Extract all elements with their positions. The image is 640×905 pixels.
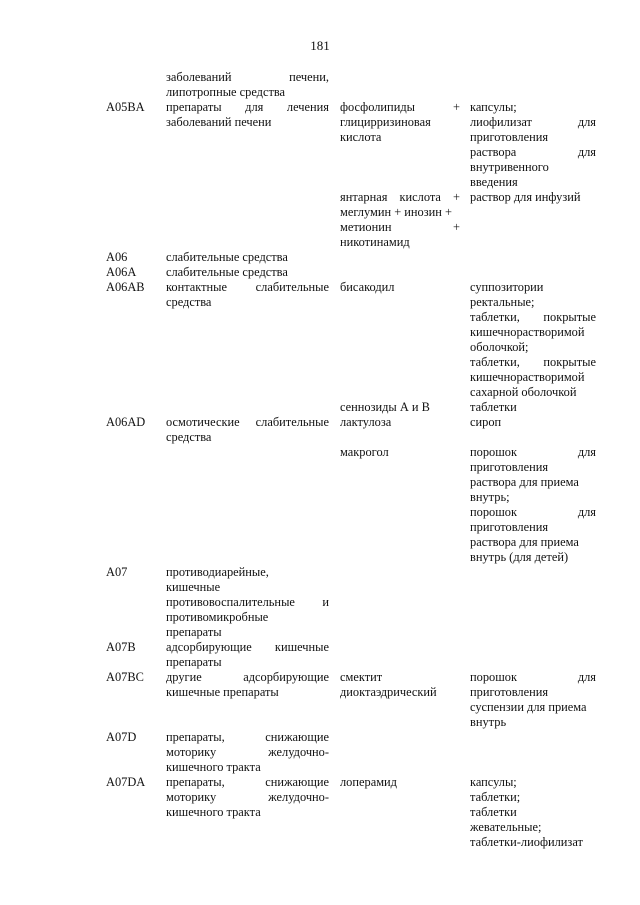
word: +	[453, 220, 460, 234]
group-name-line	[166, 640, 329, 655]
dosage-form-line	[470, 385, 596, 400]
group-name-line	[166, 610, 329, 625]
word: контактные	[166, 280, 228, 294]
word: и	[322, 595, 329, 609]
dosage-form-line	[470, 820, 596, 835]
dosage-form	[470, 190, 596, 205]
word: внутрь;	[470, 490, 510, 504]
word: кишечнорастворимой	[470, 325, 585, 339]
word: внутрь (для детей)	[470, 550, 569, 564]
atc-code: A07D	[106, 730, 137, 744]
word: капсулы;	[470, 100, 517, 114]
substance-name-line	[340, 235, 460, 250]
group-name-line	[166, 790, 329, 805]
word: сахарной оболочкой	[470, 385, 577, 399]
table-row	[0, 250, 640, 265]
page-number: 181	[310, 38, 330, 53]
word: капсулы;	[470, 775, 517, 789]
word: внутривенного	[470, 160, 549, 174]
word: янтарная	[340, 190, 388, 204]
dosage-form-line	[470, 520, 596, 535]
dosage-form-line	[470, 715, 596, 730]
word: таблетки-лиофилизат	[470, 835, 583, 849]
group-name	[166, 565, 329, 640]
substance-name-line	[340, 685, 460, 700]
word: покрытые	[543, 310, 596, 324]
dosage-form-line	[470, 550, 596, 565]
group-name-line	[166, 295, 329, 310]
dosage-form-line	[470, 685, 596, 700]
dosage-form-line	[470, 145, 596, 160]
dosage-form-line	[470, 415, 596, 430]
group-name-line	[166, 265, 329, 280]
atc-code: A07BC	[106, 670, 144, 684]
word: кишечные	[166, 580, 221, 594]
word: препараты	[166, 655, 222, 669]
word: для	[245, 100, 264, 114]
substance-name	[340, 445, 460, 460]
dosage-form-line	[470, 490, 596, 505]
word: средства	[166, 295, 212, 309]
word: сеннозиды А и В	[340, 400, 430, 414]
table-row	[0, 775, 640, 850]
word: раствора для приема	[470, 535, 579, 549]
group-name	[166, 640, 329, 670]
dosage-form-line	[470, 340, 596, 355]
word: приготовления	[470, 130, 549, 144]
word: адсорбирующие	[166, 640, 252, 654]
word: слабительные	[255, 280, 329, 294]
word: глицирризиновая	[340, 115, 431, 129]
table-row	[0, 640, 640, 670]
word: смектит	[340, 670, 383, 684]
dosage-form-line	[470, 295, 596, 310]
word: никотинамид	[340, 235, 410, 249]
substance-name-line	[340, 400, 460, 415]
dosage-form-line	[470, 805, 596, 820]
word: кишечного тракта	[166, 760, 261, 774]
word: лиофилизат	[470, 115, 532, 129]
dosage-form	[470, 415, 596, 430]
word: снижающие	[265, 775, 329, 789]
word: желудочно-	[268, 790, 329, 804]
group-name-line	[166, 775, 329, 790]
substance-name-line	[340, 190, 460, 205]
word: препараты	[166, 100, 222, 114]
group-name-line	[166, 745, 329, 760]
substance-name-line	[340, 280, 460, 295]
dosage-form-line	[470, 445, 596, 460]
dosage-form-line	[470, 100, 596, 115]
word: лечения	[286, 100, 329, 114]
atc-code: A07DA	[106, 775, 146, 789]
dosage-form	[470, 445, 596, 565]
dosage-form-line	[470, 775, 596, 790]
group-name	[166, 70, 329, 100]
word: макрогол	[340, 445, 389, 459]
group-name-line	[166, 70, 329, 85]
word: покрытые	[543, 355, 596, 369]
substance-name-line	[340, 205, 460, 220]
group-name-line	[166, 85, 329, 100]
substance-name	[340, 280, 460, 295]
dosage-form	[470, 280, 596, 400]
word: таблетки	[470, 805, 517, 819]
word: снижающие	[265, 730, 329, 744]
word: оболочкой;	[470, 340, 529, 354]
group-name-line	[166, 280, 329, 295]
table-row	[0, 190, 640, 250]
word: таблетки,	[470, 355, 520, 369]
word: лоперамид	[340, 775, 397, 789]
substance-name	[340, 775, 460, 790]
atc-code: A05BA	[106, 100, 145, 114]
atc-code: A06A	[106, 265, 137, 279]
word: фосфолипиды	[340, 100, 415, 114]
word: метионин	[340, 220, 392, 234]
group-name	[166, 415, 329, 445]
substance-name-line	[340, 100, 460, 115]
word: таблетки	[470, 400, 517, 414]
word: введения	[470, 175, 518, 189]
word: порошок	[470, 670, 517, 684]
word: кишечного тракта	[166, 805, 261, 819]
word: противодиарейные,	[166, 565, 269, 579]
substance-name-line	[340, 115, 460, 130]
word: желудочно-	[268, 745, 329, 759]
word: для	[577, 145, 596, 159]
atc-code: A07B	[106, 640, 136, 654]
dosage-form-line	[470, 310, 596, 325]
substance-name	[340, 400, 460, 415]
word: слабительные средства	[166, 265, 288, 279]
dosage-form-line	[470, 175, 596, 190]
table-row	[0, 445, 640, 565]
word: заболеваний	[166, 70, 232, 84]
word: адсорбирующие	[243, 670, 329, 684]
dosage-form-line	[470, 505, 596, 520]
word: приготовления	[470, 460, 549, 474]
word: липотропные средства	[166, 85, 286, 99]
table-row	[0, 100, 640, 190]
atc-code: A06AB	[106, 280, 145, 294]
atc-code: A07	[106, 565, 128, 579]
dosage-form-line	[470, 535, 596, 550]
group-name-line	[166, 685, 329, 700]
group-name-line	[166, 760, 329, 775]
dosage-form	[470, 400, 596, 415]
substance-name	[340, 415, 460, 430]
group-name-line	[166, 805, 329, 820]
word: диоктаэдрический	[340, 685, 437, 699]
substance-name-line	[340, 130, 460, 145]
dosage-form-line	[470, 190, 596, 205]
word: кислота	[399, 190, 441, 204]
word: кишечные	[274, 640, 329, 654]
dosage-form-line	[470, 475, 596, 490]
atc-code: A06	[106, 250, 128, 264]
drug-table	[0, 70, 640, 850]
group-name	[166, 280, 329, 310]
dosage-form-line	[470, 460, 596, 475]
word: заболеваний печени	[166, 115, 272, 129]
word: моторику	[166, 745, 217, 759]
substance-name-line	[340, 415, 460, 430]
word: порошок	[470, 505, 517, 519]
table-row	[0, 565, 640, 640]
word: для	[577, 115, 596, 129]
word: ректальные;	[470, 295, 535, 309]
dosage-form	[470, 775, 596, 850]
dosage-form-line	[470, 790, 596, 805]
group-name-line	[166, 730, 329, 745]
dosage-form-line	[470, 115, 596, 130]
group-name-line	[166, 565, 329, 580]
atc-code: A06AD	[106, 415, 146, 429]
word: препараты,	[166, 730, 225, 744]
word: для	[577, 445, 596, 459]
word: сироп	[470, 415, 502, 429]
group-name	[166, 670, 329, 700]
group-name-line	[166, 115, 329, 130]
substance-name	[340, 100, 460, 145]
table-row	[0, 670, 640, 730]
substance-name-line	[340, 670, 460, 685]
word: печени,	[289, 70, 329, 84]
word: для	[577, 670, 596, 684]
dosage-form-line	[470, 670, 596, 685]
word: лактулоза	[340, 415, 392, 429]
dosage-form	[470, 100, 596, 190]
group-name-line	[166, 100, 329, 115]
substance-name-line	[340, 220, 460, 235]
word: порошок	[470, 445, 517, 459]
substance-name-line	[340, 445, 460, 460]
word: раствора	[470, 145, 517, 159]
word: внутрь	[470, 715, 507, 729]
group-name	[166, 100, 329, 130]
word: препараты	[166, 625, 222, 639]
word: раствор для инфузий	[470, 190, 581, 204]
table-row	[0, 265, 640, 280]
dosage-form-line	[470, 370, 596, 385]
substance-name	[340, 670, 460, 700]
table-row	[0, 730, 640, 775]
word: суспензии для приема	[470, 700, 587, 714]
substance-name	[340, 190, 460, 250]
group-name	[166, 250, 329, 265]
word: кишечнорастворимой	[470, 370, 585, 384]
word: жевательные;	[470, 820, 542, 834]
group-name-line	[166, 595, 329, 610]
dosage-form-line	[470, 280, 596, 295]
group-name	[166, 265, 329, 280]
table-row	[0, 400, 640, 415]
word: приготовления	[470, 685, 549, 699]
group-name	[166, 775, 329, 820]
group-name	[166, 730, 329, 775]
word: слабительные	[255, 415, 329, 429]
group-name-line	[166, 415, 329, 430]
word: приготовления	[470, 520, 549, 534]
table-row	[0, 415, 640, 445]
word: для	[577, 505, 596, 519]
word: препараты,	[166, 775, 225, 789]
word: осмотические	[166, 415, 240, 429]
dosage-form-line	[470, 835, 596, 850]
word: другие	[166, 670, 202, 684]
dosage-form-line	[470, 355, 596, 370]
word: таблетки;	[470, 790, 521, 804]
table-row	[0, 280, 640, 400]
word: бисакодил	[340, 280, 395, 294]
word: раствора для приема	[470, 475, 579, 489]
word: противовоспалительные	[166, 595, 295, 609]
group-name-line	[166, 580, 329, 595]
group-name-line	[166, 430, 329, 445]
dosage-form-line	[470, 130, 596, 145]
word: +	[452, 190, 460, 204]
word: кишечные препараты	[166, 685, 279, 699]
group-name-line	[166, 625, 329, 640]
word: средства	[166, 430, 212, 444]
group-name-line	[166, 250, 329, 265]
dosage-form	[470, 670, 596, 730]
word: таблетки,	[470, 310, 520, 324]
word: моторику	[166, 790, 217, 804]
dosage-form-line	[470, 700, 596, 715]
word: +	[453, 100, 460, 114]
word: суппозитории	[470, 280, 544, 294]
dosage-form-line	[470, 400, 596, 415]
table-row	[0, 70, 640, 100]
group-name-line	[166, 655, 329, 670]
word: меглумин + инозин +	[340, 205, 452, 219]
word: кислота	[340, 130, 382, 144]
group-name-line	[166, 670, 329, 685]
substance-name-line	[340, 775, 460, 790]
word: слабительные средства	[166, 250, 288, 264]
dosage-form-line	[470, 325, 596, 340]
dosage-form-line	[470, 160, 596, 175]
word: противомикробные	[166, 610, 269, 624]
